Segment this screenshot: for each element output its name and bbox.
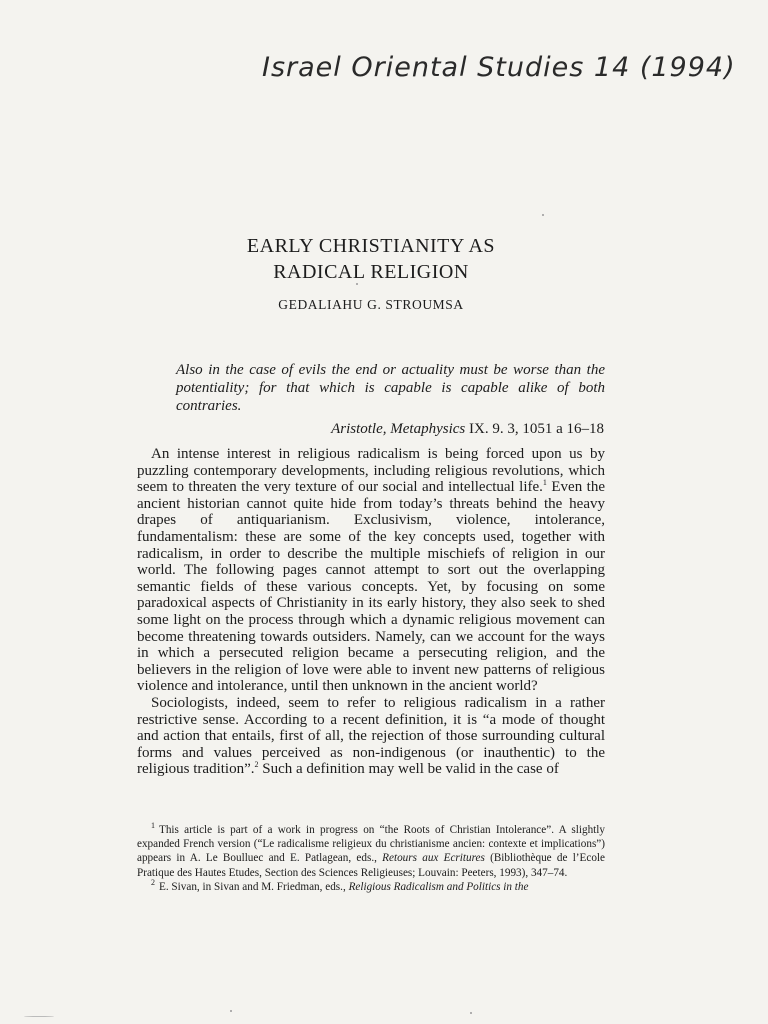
attribution-reference: IX. 9. 3, 1051 a 16–18 <box>465 421 604 437</box>
footnote-ref-1: 1 <box>542 478 547 488</box>
article-body <box>137 446 605 778</box>
body-paragraph-1 <box>137 446 605 695</box>
paragraph-2-text-b: Such a definition may well be valid in the case of <box>258 761 559 778</box>
epigraph-quote: Also in the case of evils the end or actuality must be worse than the potentiality; for that which is capable is capable alike of both contraries. <box>176 362 605 414</box>
footnote-2-title: Religious Radicalism and Politics in the <box>348 880 529 893</box>
article-title-line-2: RADICAL RELIGION <box>273 261 469 283</box>
footnote-2-number: 2 <box>151 878 155 888</box>
scan-speck <box>230 1010 232 1012</box>
footnote-1 <box>137 823 605 880</box>
body-paragraph-2 <box>137 695 605 778</box>
footnote-1-title: Retours aux Ecritures <box>382 852 485 865</box>
footnote-1-text-a: This article is part of a work in progress on “the Roots of Christian Intolerance”. A slightly expanded French version (“Le radicalisme religieux du christianisme ancien: contexte et implications”) appears in A. Le Boulluec and E. Patlagean, eds., <box>137 824 605 865</box>
footnote-1-text-b: (Bibliothèque de l’Ecole Pratique des Hautes Etudes, Section des Sciences Religieuses; Louvain: Peeters, 1993), 347–74. <box>137 852 605 879</box>
paragraph-1-text-a: An intense interest in religious radicalism is being forced upon us by puzzling contemporary developments, including religious revolutions, which seem to threaten the very texture of our social and intellectual life. <box>137 446 605 496</box>
footnote-2 <box>137 880 605 894</box>
footnote-2-text-a: E. Sivan, in Sivan and M. Friedman, eds., <box>159 880 349 893</box>
paragraph-2-text-a: Sociologists, indeed, seem to refer to religious radicalism in a rather restrictive sense. According to a recent definition, it is “a mode of thought and action that entails, first of all, the rejection of those surrounding cultural forms and values perceived as non-indigenous (or inauthentic) to the religious tradition”. <box>137 694 605 778</box>
attribution-work: Aristotle, Metaphysics <box>331 421 466 437</box>
scan-speck <box>356 283 358 285</box>
footnote-1-number: 1 <box>151 821 155 831</box>
article-title-line-1: EARLY CHRISTIANITY AS <box>246 235 496 257</box>
handwritten-annotation: Israel Oriental Studies 14 (1994) <box>262 52 736 83</box>
scan-speck <box>542 214 544 216</box>
epigraph-attribution <box>176 420 604 438</box>
scan-speck <box>24 1016 54 1017</box>
author-name: GEDALIAHU G. STROUMSA <box>278 297 464 312</box>
scan-speck <box>470 1012 472 1014</box>
paragraph-1-text-b: Even the ancient historian cannot quite hide from today’s threats behind the heavy drapes of antiquarianism. Exclusivism, violence, intolerance, fundamentalism: these are some of the key concepts used, together with radicalism, in order to describe the multiple mischiefs of religion in our world. The following pages cannot attempt to sort out the overlapping semantic fields of these various concepts. Yet, by focusing on some paradoxical aspects of Christianity in its early history, they also seek to shed some light on the process through which a dynamic religious movement can become threatening towards outsiders. Namely, can we account for the ways in which a persecuted religion became a persecuting religion, and the believers in the religion of love were able to invent new patterns of religious violence and intolerance, until then unknown in the ancient world? <box>137 479 605 695</box>
footnote-ref-2: 2 <box>254 760 259 770</box>
footnotes <box>137 823 605 894</box>
